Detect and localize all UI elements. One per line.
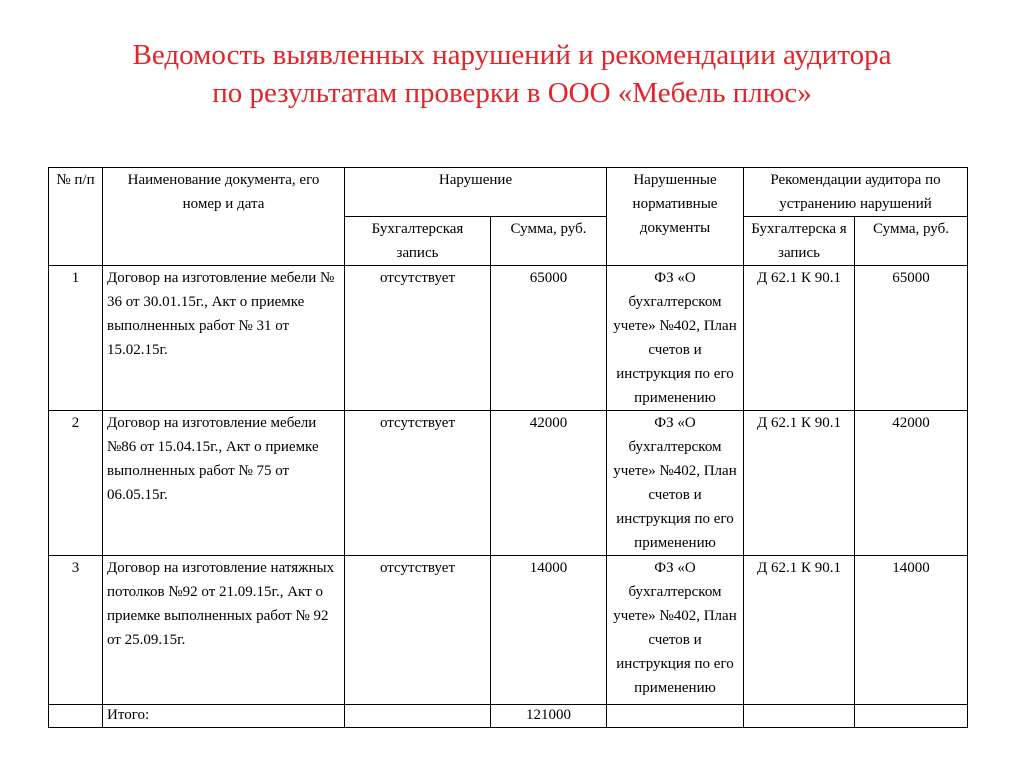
row-document: Договор на изготовление мебели №86 от 15.04.15г., Акт о приемке выполненных работ № 75 от 06.05.15г.	[103, 411, 345, 556]
row-sum: 65000	[491, 266, 607, 411]
row-num: 1	[49, 266, 103, 411]
row-regulations: ФЗ «О бухгалтерском учете» №402, План счетов и инструкция по его применению	[607, 266, 744, 411]
slide-title	[0, 36, 1024, 112]
total-sum: 121000	[491, 705, 607, 728]
header-row	[49, 168, 968, 217]
row-regulations: ФЗ «О бухгалтерском учете» №402, План счетов и инструкция по его применению	[607, 556, 744, 705]
total-num-empty	[49, 705, 103, 728]
header-num: № п/п	[49, 168, 103, 266]
header-document: Наименование документа, его номер и дата	[103, 168, 345, 266]
header-rec-sum: Сумма, руб.	[855, 217, 968, 266]
total-regulations-empty	[607, 705, 744, 728]
row-num: 3	[49, 556, 103, 705]
row-rec-entry: Д 62.1 К 90.1	[744, 411, 855, 556]
title-line-2: по результатам проверки в ООО «Мебель плюс»	[212, 77, 812, 109]
row-rec-sum: 65000	[855, 266, 968, 411]
total-label: Итого:	[103, 705, 345, 728]
row-entry: отсутствует	[345, 556, 491, 705]
total-rec-sum-empty	[855, 705, 968, 728]
row-entry: отсутствует	[345, 266, 491, 411]
violations-table	[48, 167, 968, 728]
row-entry: отсутствует	[345, 411, 491, 556]
total-entry-empty	[345, 705, 491, 728]
header-rec-entry: Бухгалтерска я запись	[744, 217, 855, 266]
row-sum: 42000	[491, 411, 607, 556]
row-document: Договор на изготовление натяжных потолков №92 от 21.09.15г., Акт о приемке выполненных работ № 92 от 25.09.15г.	[103, 556, 345, 705]
table-row	[49, 556, 968, 705]
total-rec-entry-empty	[744, 705, 855, 728]
row-num: 2	[49, 411, 103, 556]
row-rec-sum: 14000	[855, 556, 968, 705]
header-violation-sum: Сумма, руб.	[491, 217, 607, 266]
title-line-1: Ведомость выявленных нарушений и рекомендации аудитора	[132, 39, 892, 71]
table-row	[49, 411, 968, 556]
row-rec-sum: 42000	[855, 411, 968, 556]
header-regulations: Нарушенные нормативные документы	[607, 168, 744, 266]
row-regulations: ФЗ «О бухгалтерском учете» №402, План счетов и инструкция по его применению	[607, 411, 744, 556]
header-violation-entry: Бухгалтерская запись	[345, 217, 491, 266]
total-row	[49, 705, 968, 728]
row-sum: 14000	[491, 556, 607, 705]
row-document: Договор на изготовление мебели № 36 от 30.01.15г., Акт о приемке выполненных работ № 31 от 15.02.15г.	[103, 266, 345, 411]
header-violation: Нарушение	[345, 168, 607, 217]
row-rec-entry: Д 62.1 К 90.1	[744, 556, 855, 705]
table-row	[49, 266, 968, 411]
row-rec-entry: Д 62.1 К 90.1	[744, 266, 855, 411]
header-recommendations: Рекомендации аудитора по устранению нарушений	[744, 168, 968, 217]
